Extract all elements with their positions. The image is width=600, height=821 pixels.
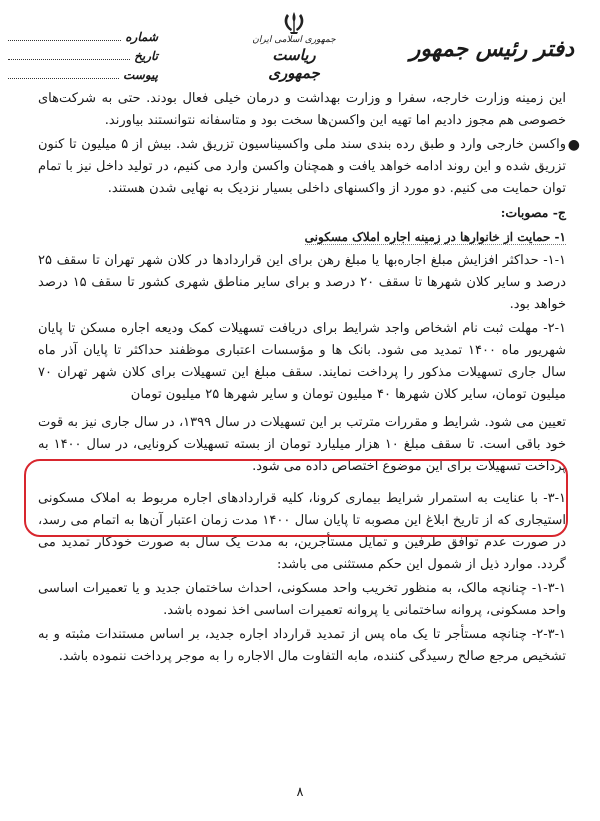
field-date bbox=[8, 47, 158, 66]
subsection-heading bbox=[38, 226, 566, 248]
emblem-country: جمهوری اسلامی ایران bbox=[252, 35, 336, 45]
field-attachment-line bbox=[8, 67, 119, 79]
emblem-presidency: ریاست جمهوری bbox=[268, 46, 320, 82]
paragraph-1-1: ۱-۱- حداکثر افزایش مبلغ اجاره‌بها یا مبلغ رهن برای این قراردادها در کلان شهر تهران تا سقف ۲۵ درصد و سایر کلان شهرها تا سقف ۲۰ درصد و برای سایر مناطق شهری کشور تا سقف ۱۵ درصد خواهد بود. bbox=[38, 253, 567, 312]
paragraph-1-3-2: ۲-۳-۱- چنانچه مستأجر تا یک ماه پس از تمدید قرارداد اجاره جدید، بر اساس مستندات مثبته و به تشخیص مرجع صالح رسیدگی کننده، مابه التفاوت مال الاجاره را به موجر پرداخت ننموده باشد. bbox=[38, 627, 566, 664]
emblem-icon bbox=[281, 10, 307, 34]
paragraph-1-2: ۲-۱- مهلت ثبت نام اشخاص واجد شرایط برای دریافت تسهیلات کمک ودیعه اجاره مسکن تا پایان شهریور ماه ۱۴۰۰ تمدید می شود. بانک ها و مؤسسات اعتباری موظفند حداکثر تا پایان آذر ماه سال جاری تسهیلات مذکور را پرداخت نمایند. سقف مبلغ این تسهیلات برای کلان شهر تهران ۷۰ میلیون تومان، سایر کلان شهرها ۴۰ میلیون تومان و سایر شهرها ۲۵ میلیون تومان bbox=[38, 321, 567, 402]
field-attachment-label: پیوست bbox=[123, 68, 158, 82]
highlighted-paragraph: تعیین می شود. شرایط و مقررات مترتب بر این تسهیلات در سال ۱۳۹۹، در سال جاری نیز به قوت خود باقی است. تا سقف مبلغ ۱۰ هزار میلیارد تومان از بسته تسهیلات کرونایی، در سال ۱۴۰۰ به پرداخت تسهیلات برای این موضوع اختصاص داده می شود. bbox=[38, 415, 566, 474]
state-emblem bbox=[244, 10, 344, 82]
field-date-label: تاریخ bbox=[134, 49, 158, 63]
reference-fields bbox=[8, 28, 158, 85]
office-title: دفتر رئیس جمهور bbox=[409, 36, 574, 62]
bullet-icon: ● bbox=[567, 137, 580, 153]
field-number-label: شماره bbox=[125, 30, 158, 44]
field-date-line bbox=[8, 48, 130, 60]
intro-paragraph: این زمینه وزارت خارجه، سفرا و وزارت بهداشت و درمان خیلی فعال بودند. حتی به شرکت‌های خصوصی هم مجوز دادیم اما تهیه این واکسن‌ها سخت بود و متاسفانه نتوانستند بیاورند. bbox=[38, 91, 566, 128]
document-body bbox=[38, 88, 580, 670]
field-number-line bbox=[8, 29, 121, 41]
paragraph-1-3: ۳-۱- با عنایت به استمرار شرایط بیماری کرونا، کلیه قراردادهای اجاره مربوط به املاک مسکونی استیجاری که از تاریخ ابلاغ این مصوبه تا پایان سال ۱۴۰۰ مدت زمان اعتبار آن‌ها به اتمام می رسد، در صورت عدم توافق طرفین و تمایل مستأجرین، به مدت یک سال به صورت خودکار تمدید می گردد. موارد ذیل از شمول این حکم مستثنی می باشد: bbox=[38, 491, 566, 572]
page-number: ۸ bbox=[296, 785, 304, 800]
bullet-paragraph bbox=[38, 134, 580, 200]
paragraph-1-3-1: ۱-۳-۱- چنانچه مالک، به منظور تخریب واحد مسکونی، احداث ساختمان جدید و یا تعمیرات اساسی واحد مسکونی، پروانه ساختمانی یا پروانه تعمیرات اساسی اخذ نموده باشد. bbox=[38, 581, 566, 618]
bullet-text: واکسن خارجی وارد و طبق رده بندی سند ملی واکسیناسیون تزریق شد. بیش از ۵ میلیون تا کنون تزریق شده و این روند ادامه خواهد یافت و همچنان واکسن وارد می کنیم، در تولید داخل نیز با تمام توان حمایت می کنیم. دو مورد از واکسنهای داخلی بسیار نزدیک به نهایی شدن هستند. bbox=[38, 137, 566, 196]
section-heading: ج- مصوبات: bbox=[500, 205, 566, 220]
field-attachment bbox=[8, 66, 158, 85]
subsection-heading-text: ۱- حمایت از خانوارها در زمینه اجاره املاک مسکونی bbox=[304, 230, 566, 244]
highlight-annotation bbox=[24, 459, 568, 537]
field-number bbox=[8, 28, 158, 47]
